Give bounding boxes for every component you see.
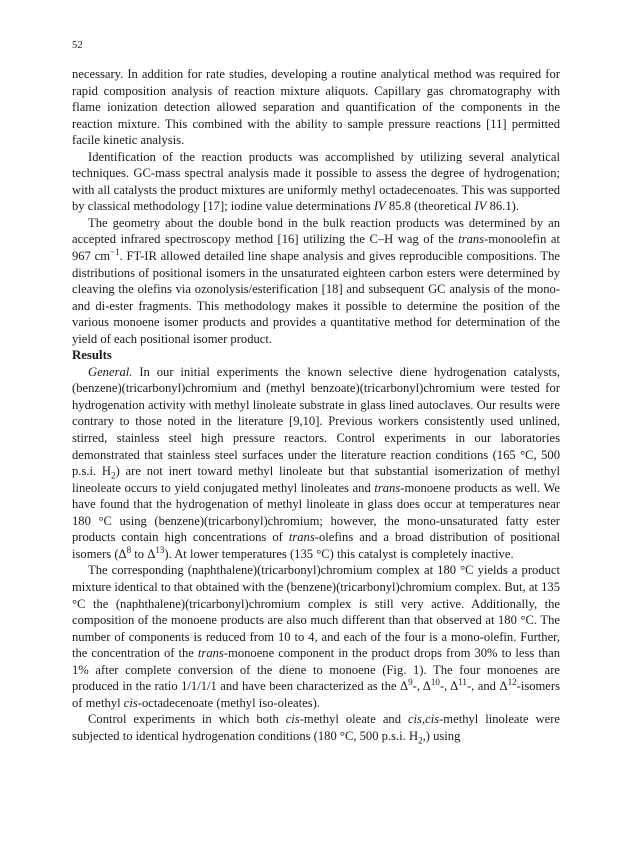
superscript: 13 (155, 544, 165, 555)
subscript: 2 (418, 735, 423, 746)
paragraph: necessary. In addition for rate studies, developing a routine analytical method was required for rapid composition analysis of reaction mixture aliquots. Capillary gas chromatography with flame ionization detection allowed separation and quantification of the components in the reaction mixture. This combined with the ability to sample pressure reactions [11] permitted facile kinetic analysis. (72, 67, 560, 148)
superscript: 12 (507, 677, 517, 688)
paragraph: The corresponding (naphthalene)(tricarbonyl)chromium complex at 180 °C yields a product mixture identical to that obtained with the (benzene)(tricarbonyl)chromium complex. But, at 135 °C the (naphthalene)(tricarbonyl)chromium complex is still very active. Additionally, the composition of the monoene products are also much different than that observed at 180 °C. The number of components is reduced from 10 to 4, and each of the four is a mono-olefin. Further, the concentration of the trans-monoene component in the product drops from 30% to less than 1% after complete conversion of the diene to monoene (Fig. 1). The four monoenes are produced in the ratio 1/1/1/1 and have been characterized as the $\Delta^9-$, $\Delta^{10}-$, $\Delta^{11}-$, and $\Delta^{12}$-isomers of methyl cis-octadecenoate (methyl iso-oleates). (72, 563, 561, 710)
superscript: −1 (110, 246, 120, 257)
italic-text: IV (474, 199, 487, 214)
italic-text: IV (373, 199, 386, 214)
subscript: 2 (111, 470, 116, 481)
superscript: 10 (430, 677, 440, 688)
italic-text: trans (197, 646, 224, 661)
paragraph: The geometry about the double bond in the bulk reaction products was determined by an accepted infrared spectroscopy method [16] utilizing the C–H wag of the trans-monoolefin at 967 $cm^{-1}$. FT-IR allowed detailed line shape analysis and gives reproducible compositions. The distributions of positional isomers in the unsaturated eighteen carbon esters were determined by cleaving the olefins via ozonolysis/esterification [18] and subsequent GC analysis of the mono- and di-ester fragments. This methodology makes it possible to determine the position of the various monoene isomer products and provides a quantitative method for determination of the yield of each positional isomer product. (72, 215, 560, 346)
page-number: 52 (72, 40, 83, 51)
article-body (72, 66, 560, 744)
superscript: 11 (458, 677, 467, 688)
italic-text: cis,cis (407, 712, 440, 727)
superscript: 8 (126, 544, 132, 555)
italic-text: trans (458, 232, 485, 247)
italic-text: General. (88, 364, 133, 379)
paragraph: Identification of the reaction products was accomplished by utilizing several analytical techniques. GC-mass spectral analysis made it possible to assess the degree of hydrogenation; with all catalysts the product mixtures are uniformly methyl octadecenoates. This was supported by classical methodology [17]; iodine value determinations IV 85.8 (theoretical IV 86.1). (72, 149, 560, 214)
italic-text: trans (374, 480, 401, 495)
paragraph: Control experiments in which both cis-methyl oleate and cis,cis-methyl linoleate were subjected to identical hydrogenation conditions (180 °C, 500 p.s.i. $H_2$,) using (72, 712, 560, 746)
italic-text: cis (285, 712, 300, 727)
italic-text: trans (288, 530, 315, 545)
section-heading: Results (72, 348, 112, 363)
paragraph: General. In our initial experiments the known selective diene hydrogenation catalysts, (benzene)(tricarbonyl)chromium and (methyl benzoate)(tricarbonyl)chromium were tested for hydrogenation activity with methyl linoleate substrate in glass lined autoclaves. Our results were contrary to those noted in the literature [9,10]. Previous workers consistently used unlined, stirred, stainless steel high pressure reactors. Control experiments in our laboratories demonstrated that stainless steel surfaces under the literature reaction conditions (165 °C, 500 p.s.i. $H_2$) are not inert toward methyl linoleate but that substantial isomerization of methyl lineoleate occurs to yield conjugated methyl linoleates and trans-monoene products as well. We have found that the hydrogenation of methyl linoleate in glass does occur at temperatures near 180 °C using (benzene)(tricarbonyl)chromium; however, the mono-unsaturated fatty ester products contain high concentrations of trans-olefins and a broad distribution of positional isomers ($\Delta^8$ to $\Delta^{13}$). At lower temperatures (135 °C) this catalyst is completely inactive. (72, 364, 561, 561)
italic-text: cis (123, 695, 138, 710)
superscript: 9 (408, 677, 413, 688)
